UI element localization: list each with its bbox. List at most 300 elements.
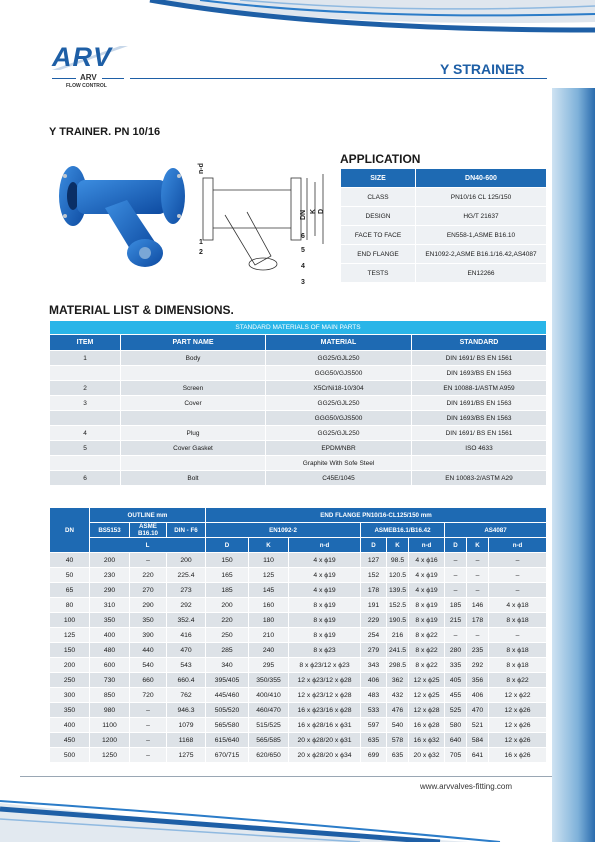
materials-cell: 5 [50,441,121,456]
materials-title: MATERIAL LIST & DIMENSIONS. [49,303,234,317]
materials-cell: 3 [50,396,121,411]
dimensions-cell: 290 [130,598,167,613]
dimensions-cell: 350/355 [249,673,289,688]
materials-row [50,456,547,471]
dimensions-cell: 20 x ϕ28/20 x ϕ31 [289,733,361,748]
materials-cell: DIN 1693/BS EN 1563 [412,411,547,426]
brand-logo: ARV [52,42,113,72]
materials-table [49,320,547,486]
dimensions-cell: 310 [90,598,130,613]
dimensions-cell: – [445,568,467,583]
dimensions-cell: 8 x ϕ22 [489,673,547,688]
dimensions-cell: 8 x ϕ19 [289,628,361,643]
dimensions-cell: 445/460 [206,688,249,703]
application-label: END FLANGE [341,245,416,264]
materials-cell: C45E/1045 [266,471,412,486]
dimensions-cell: 250 [206,628,249,643]
dimensions-cell: 405 [445,673,467,688]
dimensions-cell: 660 [130,673,167,688]
product-subtitle: Y TRAINER. PN 10/16 [49,126,161,138]
application-row [341,264,547,283]
dimensions-cell: – [130,703,167,718]
dimensions-cell: 16 x ϕ32 [409,733,445,748]
application-title: APPLICATION [340,152,421,166]
materials-cell: GG25/GJL250 [266,426,412,441]
dimensions-cell: 565/585 [249,733,289,748]
dimensions-cell: 480 [90,643,130,658]
dimensions-row [50,688,547,703]
dimensions-cell: 220 [130,568,167,583]
materials-cell: Body [121,351,266,366]
dimensions-cell: 190.5 [387,613,409,628]
dimensions-cell: 483 [361,688,387,703]
dimensions-cell: 279 [361,643,387,658]
materials-cell: GG25/GJL250 [266,351,412,366]
application-label: DESIGN [341,207,416,226]
dimensions-cell: 235 [467,643,489,658]
dimensions-cell: 146 [467,598,489,613]
dimensions-row [50,703,547,718]
dimensions-cell: 80 [50,598,90,613]
dim-header-bs: BS5153 [90,523,130,538]
dimensions-cell: 406 [467,688,489,703]
materials-cell: X5CrNi18-10/304 [266,381,412,396]
dimensions-cell: 292 [467,658,489,673]
dimensions-cell: 1275 [167,748,206,763]
materials-cell: GG25/GJL250 [266,396,412,411]
dimensions-cell: 525 [445,703,467,718]
dimensions-cell: 280 [445,643,467,658]
dimensions-cell: 120.5 [387,568,409,583]
materials-cell: Screen [121,381,266,396]
dimensions-cell: 946.3 [167,703,206,718]
dimensions-cell: 127 [361,553,387,568]
dim-header-en: EN1092-2 [206,523,361,538]
drawing-label-5: 5 [301,247,305,254]
drawing-label-6: 6 [301,233,305,240]
dimensions-cell: 635 [361,733,387,748]
dim-header-asme: ASME B16.10 [130,523,167,538]
dimensions-cell: 440 [130,643,167,658]
dimensions-cell: 165 [206,568,249,583]
dimensions-cell: 8 x ϕ19 [289,613,361,628]
dimensions-cell: 240 [249,643,289,658]
dimensions-cell: 160 [249,598,289,613]
dimensions-header-row-2 [50,523,547,538]
dimensions-cell: 200 [206,598,249,613]
dimensions-row [50,583,547,598]
dim-header-as: AS4087 [445,523,547,538]
dimensions-cell: 395/405 [206,673,249,688]
materials-cell: Bolt [121,471,266,486]
dimensions-cell: 150 [206,553,249,568]
dimensions-cell: 343 [361,658,387,673]
dimensions-cell: – [445,553,467,568]
dimensions-cell: 125 [249,568,289,583]
dimensions-cell: 241.5 [387,643,409,658]
dimensions-cell: 8 x ϕ18 [489,658,547,673]
dimensions-cell: 210 [249,628,289,643]
dimensions-cell: 4 x ϕ19 [409,583,445,598]
dimensions-cell: 12 x ϕ26 [489,703,547,718]
dimensions-cell: 1079 [167,718,206,733]
dimensions-cell: 216 [387,628,409,643]
drawing-label-1: 1 [199,239,203,246]
dimensions-row [50,553,547,568]
dimensions-cell: – [467,583,489,598]
dimensions-cell: 533 [361,703,387,718]
dimensions-cell: 400 [90,628,130,643]
dimensions-cell: 65 [50,583,90,598]
dimensions-row [50,598,547,613]
dimensions-row [50,658,547,673]
materials-header-row [50,335,547,351]
brand-tagline: FLOW CONTROL [66,83,107,89]
materials-cell [50,366,121,381]
dimensions-cell: 225.4 [167,568,206,583]
dimensions-cell: 620/650 [249,748,289,763]
dimensions-cell: 20 x ϕ28/20 x ϕ34 [289,748,361,763]
application-row [341,207,547,226]
dimensions-cell: – [489,568,547,583]
dimensions-cell: 4 x ϕ19 [289,553,361,568]
dimensions-cell: 597 [361,718,387,733]
dimensions-cell: 720 [130,688,167,703]
dimensions-cell: 350 [90,613,130,628]
dimensions-cell: 600 [90,658,130,673]
dimensions-cell: 565/580 [206,718,249,733]
dimensions-cell: 521 [467,718,489,733]
dimensions-cell: 16 x ϕ26 [489,748,547,763]
right-accent-bar [552,88,595,842]
dimensions-cell: 40 [50,553,90,568]
dimensions-cell: 4 x ϕ19 [289,568,361,583]
dimensions-cell: 432 [387,688,409,703]
materials-cell: ISO 4633 [412,441,547,456]
dimensions-cell: 699 [361,748,387,763]
dimensions-row [50,568,547,583]
dimensions-cell: 185 [445,598,467,613]
page-title: Y STRAINER [440,61,525,77]
dimensions-cell: – [130,718,167,733]
dimensions-cell: 460/470 [249,703,289,718]
dimensions-cell: 8 x ϕ23/12 x ϕ23 [289,658,361,673]
materials-cell [50,411,121,426]
dimensions-cell: 273 [167,583,206,598]
dimensions-cell: 515/525 [249,718,289,733]
application-header-cell: SIZE [341,169,416,188]
materials-header-cell: STANDARD [412,335,547,351]
dimensions-cell: 660.4 [167,673,206,688]
dimensions-cell: 1200 [90,733,130,748]
materials-cell: DIN 1691/ BS EN 1561 [412,351,547,366]
dimensions-row [50,628,547,643]
dim-sub-header: n-d [409,538,445,553]
materials-cell: Plug [121,426,266,441]
dimensions-cell: 20 x ϕ32 [409,748,445,763]
dimensions-cell: 455 [445,688,467,703]
materials-cell [50,456,121,471]
logo-rule-left [52,78,76,79]
dimensions-cell: 12 x ϕ22 [489,688,547,703]
materials-cell [121,411,266,426]
drawing-label-d: D [318,208,325,214]
dimensions-cell: 1168 [167,733,206,748]
dimensions-cell: 16 x ϕ28 [409,718,445,733]
dimensions-cell: 178 [467,613,489,628]
dim-header-asmeb: ASMEB16.1/B16.42 [361,523,445,538]
dimensions-cell: 505/520 [206,703,249,718]
materials-cell: Graphite With Sofe Steel [266,456,412,471]
dimensions-cell: 980 [90,703,130,718]
dimensions-cell: 145 [249,583,289,598]
materials-cell: EN 10083-2/ASTM A29 [412,471,547,486]
dimensions-cell: 500 [50,748,90,763]
dimensions-cell: 16 x ϕ28/16 x ϕ31 [289,718,361,733]
dimensions-cell: 8 x ϕ18 [489,613,547,628]
footer-rule [20,776,552,777]
dimensions-cell: 12 x ϕ28 [409,703,445,718]
dimensions-cell: 476 [387,703,409,718]
dimensions-cell: 4 x ϕ19 [289,583,361,598]
materials-row [50,441,547,456]
dimensions-cell: – [445,628,467,643]
dimensions-cell: 8 x ϕ19 [409,613,445,628]
dimensions-cell: 400/410 [249,688,289,703]
dimensions-cell: 352.4 [167,613,206,628]
dimensions-cell: 285 [206,643,249,658]
dimensions-cell: – [467,568,489,583]
dimensions-header-row-3 [50,538,547,553]
dimensions-cell: 229 [361,613,387,628]
dimensions-cell: 340 [206,658,249,673]
materials-header-cell: ITEM [50,335,121,351]
dimensions-cell: 8 x ϕ18 [489,643,547,658]
dimensions-cell: 290 [90,583,130,598]
materials-cell [412,456,547,471]
materials-row [50,351,547,366]
dimensions-cell: 150 [50,643,90,658]
dimensions-row [50,718,547,733]
materials-cell: GGG50/GJS500 [266,411,412,426]
dimensions-cell: – [130,748,167,763]
logo-rule-right [102,78,124,79]
dimensions-cell: 350 [130,613,167,628]
application-header-row [341,169,547,188]
materials-cell: EPDM/NBR [266,441,412,456]
materials-cell: 2 [50,381,121,396]
y-strainer-photo [55,158,195,278]
brand-small: ARV [80,73,97,82]
dimensions-cell: 215 [445,613,467,628]
application-row [341,226,547,245]
dimensions-cell: 670/715 [206,748,249,763]
materials-cell: Cover [121,396,266,411]
dimensions-cell: 12 x ϕ23/12 x ϕ28 [289,688,361,703]
application-table [340,168,547,283]
materials-cell: DIN 1693/BS EN 1563 [412,366,547,381]
dimensions-cell: – [489,553,547,568]
dimensions-row [50,673,547,688]
dimensions-table [49,507,547,763]
dimensions-cell: 270 [130,583,167,598]
application-label: FACE TO FACE [341,226,416,245]
drawing-label-3: 3 [301,279,305,286]
dimensions-cell: 4 x ϕ16 [409,553,445,568]
dim-header-l: L [90,538,206,553]
dimensions-cell: 390 [130,628,167,643]
header-rule [130,78,547,79]
drawing-label-k: K [310,208,317,214]
dimensions-cell: 12 x ϕ25 [409,688,445,703]
dim-sub-header: K [387,538,409,553]
materials-cell: Cover Gasket [121,441,266,456]
dimensions-cell: 12 x ϕ26 [489,718,547,733]
materials-row [50,396,547,411]
application-value: EN558-1,ASME B16.10 [416,226,547,245]
dim-sub-header: D [206,538,249,553]
dimensions-cell: – [445,583,467,598]
dimensions-cell: 178 [361,583,387,598]
dimensions-cell: 350 [50,703,90,718]
drawing-label-2: 2 [199,249,203,256]
dimensions-cell: 580 [445,718,467,733]
dimensions-cell: 1250 [90,748,130,763]
website-url[interactable]: www.arvvalves-fitting.com [420,782,513,791]
application-value: EN1092-2,ASME B16.1/16.42,AS4087 [416,245,547,264]
dimensions-row [50,733,547,748]
dim-sub-header: D [361,538,387,553]
application-row [341,188,547,207]
materials-cell: EN 10088-1/ASTM A959 [412,381,547,396]
dimensions-cell: 400 [50,718,90,733]
dimensions-cell: 543 [167,658,206,673]
drawing-label-nd: n-d [198,163,205,174]
dimensions-cell: 152 [361,568,387,583]
dimensions-cell: 450 [50,733,90,748]
dimensions-cell: – [130,733,167,748]
materials-cell [121,456,266,471]
materials-cell: 1 [50,351,121,366]
dimensions-cell: 292 [167,598,206,613]
dimensions-cell: 640 [445,733,467,748]
application-value: HG/T 21637 [416,207,547,226]
dimensions-cell: 8 x ϕ22 [409,628,445,643]
dimensions-cell: 152.5 [387,598,409,613]
dimensions-cell: 125 [50,628,90,643]
y-strainer-drawing [195,160,335,290]
application-row [341,245,547,264]
dimensions-cell: 470 [167,643,206,658]
dim-sub-header: K [249,538,289,553]
dim-header-dn: DN [50,508,90,553]
dimensions-cell: 12 x ϕ25 [409,673,445,688]
materials-row [50,381,547,396]
dimensions-cell: 406 [361,673,387,688]
dimensions-cell: 185 [206,583,249,598]
materials-caption-row [50,321,547,335]
dimensions-cell: 762 [167,688,206,703]
dimensions-row [50,613,547,628]
dimensions-cell: – [489,628,547,643]
dimensions-cell: – [130,553,167,568]
dimensions-cell: 220 [206,613,249,628]
dim-sub-header: K [467,538,489,553]
materials-row [50,426,547,441]
dim-sub-header: n-d [289,538,361,553]
dimensions-cell: 641 [467,748,489,763]
application-header-cell: DN40-600 [416,169,547,188]
dimensions-cell: 470 [467,703,489,718]
dimensions-cell: 362 [387,673,409,688]
dim-header-end-flange: END FLANGE PN10/16-CL125/150 mm [206,508,547,523]
dimensions-cell: 540 [387,718,409,733]
footer-swoosh [0,795,595,842]
drawing-label-dn: DN [300,209,307,220]
dimensions-cell: 4 x ϕ18 [489,598,547,613]
materials-row [50,471,547,486]
dimensions-cell: 12 x ϕ26 [489,733,547,748]
dimensions-cell: 1100 [90,718,130,733]
application-label: CLASS [341,188,416,207]
dimensions-cell: 615/640 [206,733,249,748]
dimensions-cell: 100 [50,613,90,628]
dim-sub-header: n-d [489,538,547,553]
dimensions-cell: – [467,628,489,643]
dimensions-cell: 730 [90,673,130,688]
dimensions-cell: 191 [361,598,387,613]
dim-header-outline: OUTLINE mm [90,508,206,523]
dimensions-cell: 4 x ϕ19 [409,568,445,583]
dimensions-cell: 300 [50,688,90,703]
dim-header-din: DIN - F6 [167,523,206,538]
dimensions-cell: 200 [90,553,130,568]
dimensions-cell: 98.5 [387,553,409,568]
dimensions-cell: 8 x ϕ19 [289,598,361,613]
dimensions-row [50,643,547,658]
dimensions-cell: 139.5 [387,583,409,598]
dimensions-cell: 200 [167,553,206,568]
dimensions-cell: 230 [90,568,130,583]
materials-row [50,366,547,381]
dimensions-cell: 416 [167,628,206,643]
dimensions-cell: 295 [249,658,289,673]
materials-cell: DIN 1691/BS EN 1563 [412,396,547,411]
dimensions-header-row-1 [50,508,547,523]
materials-cell: 4 [50,426,121,441]
materials-header-cell: PART NAME [121,335,266,351]
dimensions-cell: 8 x ϕ23 [289,643,361,658]
application-label: TESTS [341,264,416,283]
dimensions-cell: 250 [50,673,90,688]
drawing-label-4: 4 [301,263,305,270]
dimensions-cell: 8 x ϕ19 [409,598,445,613]
dimensions-cell: 540 [130,658,167,673]
dimensions-cell: 335 [445,658,467,673]
materials-header-cell: MATERIAL [266,335,412,351]
dimensions-cell: 200 [50,658,90,673]
dimensions-cell: 12 x ϕ23/12 x ϕ28 [289,673,361,688]
dimensions-cell: 50 [50,568,90,583]
dimensions-cell: 8 x ϕ22 [409,658,445,673]
application-value: PN10/16 CL 125/150 [416,188,547,207]
dimensions-cell: – [489,583,547,598]
materials-cell: DIN 1691/ BS EN 1561 [412,426,547,441]
materials-cell [121,366,266,381]
dimensions-cell: 705 [445,748,467,763]
dimensions-cell: 180 [249,613,289,628]
dimensions-cell: 254 [361,628,387,643]
